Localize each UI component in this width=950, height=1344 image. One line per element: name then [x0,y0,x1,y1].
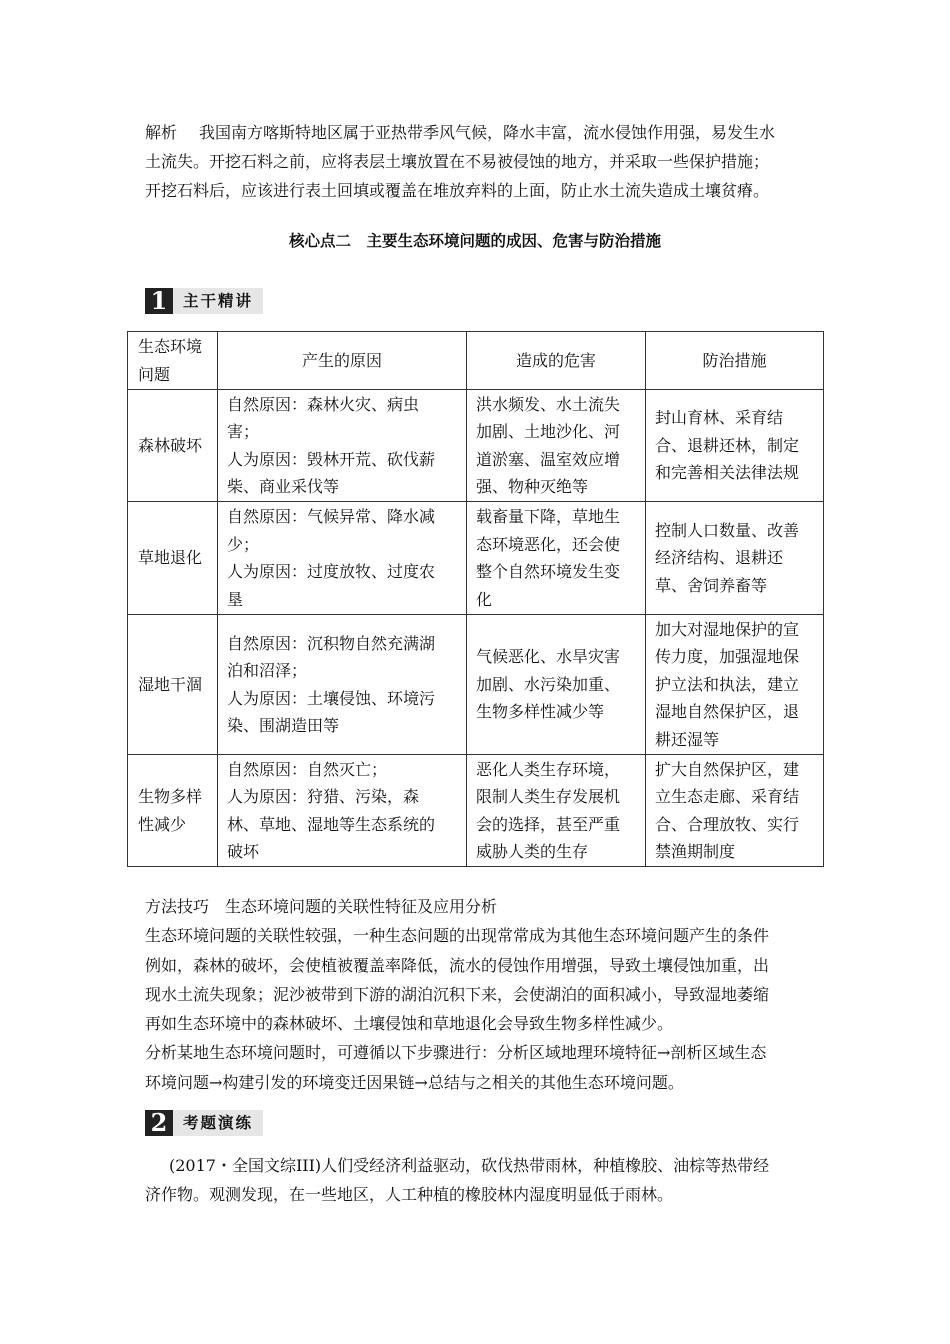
question-paragraph [145,1151,810,1209]
cell-line: 气候恶化、水旱灾害 [476,647,621,667]
method-line: 生态环境问题的关联性较强，一种生态问题的出现常常成为其他生态环境问题产生的条件 [145,926,770,946]
table-header-cell [128,332,218,390]
section-badge-exercise [145,1110,263,1136]
badge-number: 2 [145,1110,173,1136]
cell-line: 生物多样性减少等 [476,702,605,722]
question-line: (2017・全国文综III)人们受经济利益驱动，砍伐热带雨林，种植橡胶、油棕等热带经 [169,1156,770,1175]
method-line: 现水土流失现象；泥沙被带到下游的湖泊沉积下来，会使湖泊的面积减小，导致湿地萎缩 [145,984,770,1004]
cell-line: 湿地干涸 [138,674,203,694]
table-row [128,390,824,502]
harm-cell [467,615,646,755]
cell-line: 威胁人类的生存 [476,842,589,861]
table-header-cell [646,332,824,390]
method-paragraph [145,892,810,1097]
table-row [128,502,824,615]
cell-line: 洪水频发、水土流失 [476,394,621,414]
cell-line: 控制人口数量、改善 [655,520,800,540]
harm-cell [467,390,646,502]
cell-line: 草、舍饲养畜等 [655,575,768,595]
cell-line: 道淤塞、温室效应增 [476,449,621,469]
table-header-row [128,332,824,390]
cell-line: 加大对湿地保护的宣 [655,619,800,639]
analysis-paragraph [145,118,810,205]
cell-line: 湿地自然保护区，退 [655,702,800,722]
table-header-cell [467,332,646,390]
cell-line: 护立法和执法，建立 [655,674,800,694]
cell-line: 垦 [227,589,244,609]
cell-line: 经济结构、退耕还 [655,548,784,568]
cell-line: 泊和沼泽； [227,661,308,680]
cause-cell [218,615,467,755]
cell-line: 合、退耕还林，制定 [655,435,800,455]
cell-line: 柴、商业采伐等 [227,477,340,496]
measure-cell [646,755,824,867]
cell-line: 耕还湿等 [655,729,720,749]
cell-line: 自然原因：气候异常、降水减 [227,507,436,526]
cell-line: 加剧、水污染加重、 [476,674,621,694]
cell-line: 森林破坏 [138,435,203,455]
cell-line: 强、物种灭绝等 [476,477,589,496]
table-row [128,755,824,867]
cell-line: 扩大自然保护区，建 [655,759,800,779]
cause-cell [218,755,467,867]
cell-line: 草地退化 [138,548,203,568]
cause-cell [218,502,467,615]
problem-cell [128,390,218,502]
analysis-line: 土流失。开挖石料之前，应将表层土壤放置在不易被侵蚀的地方，并采取一些保护措施； [145,152,770,171]
problem-cell [128,615,218,755]
problem-cell [128,755,218,867]
cell-line: 人为原因：过度放牧、过度农 [227,562,436,581]
cell-line: 自然原因：森林火灾、病虫 [227,394,420,414]
cell-line: 林、草地、湿地等生态系统的 [227,814,436,834]
cell-line: 人为原因：土壤侵蚀、环境污 [227,688,436,708]
cell-line: 自然原因：自然灭亡； [227,759,388,779]
cell-line: 人为原因：狩猎、污染，森 [227,787,420,806]
cell-line: 染、围湖造田等 [227,716,340,735]
cell-line: 化 [476,589,493,609]
table-row [128,615,824,755]
method-line: 分析某地生态环境问题时，可遵循以下步骤进行：分析区域地理环境特征→剖析区域生态 [145,1043,767,1063]
cell-line: 防治措施 [702,350,767,370]
measure-cell [646,390,824,502]
measure-cell [646,502,824,615]
cell-line: 封山育林、采育结 [655,408,784,428]
method-line: 环境问题→构建引发的环境变迁因果链→总结与之相关的其他生态环境问题。 [145,1072,684,1092]
cell-line: 性减少 [138,814,187,834]
cell-line: 害； [227,422,260,441]
ecology-table [127,331,824,867]
cell-line: 禁渔期制度 [655,842,736,861]
analysis-line-text: 我国南方喀斯特地区属于亚热带季风气候，降水丰富，流水侵蚀作用强，易发生水 [199,123,776,142]
section-badge-main [145,288,263,314]
measure-cell [646,615,824,755]
cell-line: 人为原因：毁林开荒、砍伐薪 [227,449,436,469]
badge-label: 主干精讲 [183,292,254,310]
cell-line: 和完善相关法律法规 [655,463,800,483]
cell-line: 加剧、土地沙化、河 [476,422,621,441]
cell-line: 限制人类生存发展机 [476,787,621,806]
table-header-cell [218,332,467,390]
cell-line: 产生的原因 [301,350,382,370]
cell-line: 少； [227,534,260,554]
cell-line: 问题 [138,364,171,384]
badge-number: 1 [145,288,173,314]
problem-cell [128,502,218,615]
cell-line: 破坏 [227,842,260,861]
cell-line: 整个自然环境发生变 [476,562,621,581]
badge-label: 考题演练 [183,1114,254,1132]
cell-line: 生物多样 [138,787,203,806]
cell-line: 传力度，加强湿地保 [655,647,800,667]
cell-line: 载畜量下降，草地生 [476,507,621,526]
cause-cell [218,390,467,502]
method-line: 例如，森林的破坏，会使植被覆盖率降低，流水的侵蚀作用增强，导致土壤侵蚀加重，出 [145,955,770,975]
method-line: 再如生态环境中的森林破坏、土壤侵蚀和草地退化会导致生物多样性减少。 [145,1014,674,1034]
method-line: 方法技巧 生态环境问题的关联性特征及应用分析 [145,897,498,916]
cell-line: 立生态走廊、采育结 [655,787,800,806]
cell-line: 恶化人类生存环境， [476,759,621,779]
question-line: 济作物。观测发现，在一些地区，人工种植的橡胶林内湿度明显低于雨林。 [145,1185,674,1204]
cell-line: 生态环境 [138,337,203,356]
analysis-line [145,118,810,147]
analysis-line: 开挖石料后，应该进行表土回填或覆盖在堆放弃料的上面，防止水土流失造成土壤贫瘠。 [145,181,770,200]
cell-line: 自然原因：沉积物自然充满湖 [227,633,436,653]
cell-line: 造成的危害 [515,350,596,370]
harm-cell [467,502,646,615]
harm-cell [467,755,646,867]
section-title: 核心点二 主要生态环境问题的成因、危害与防治措施 [288,232,661,250]
cell-line: 会的选择，甚至严重 [476,814,621,834]
cell-line: 合、合理放牧、实行 [655,814,800,834]
analysis-label: 解析 [145,123,178,142]
cell-line: 态环境恶化，还会使 [476,534,621,554]
